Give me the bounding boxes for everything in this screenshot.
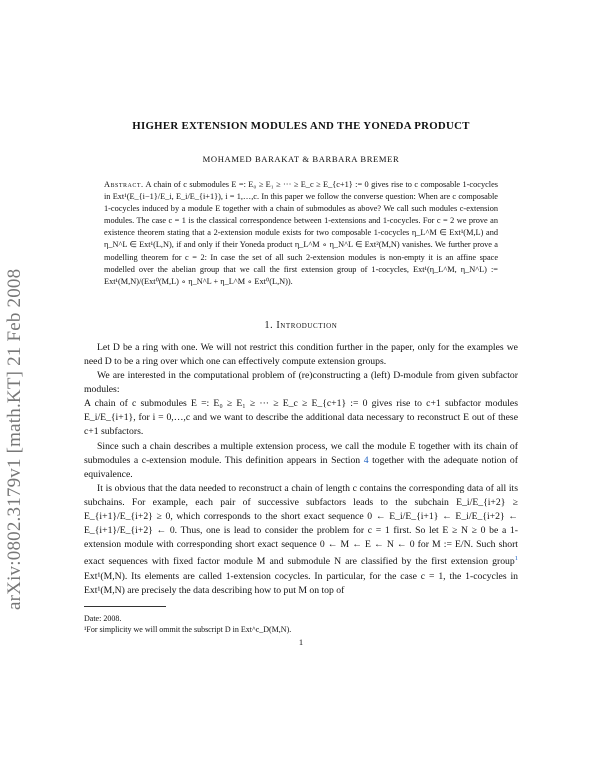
paragraph-text: Since such a chain describes a multiple extension process, we call the module E together with its chain of submodules a c-extension module. This definition appears in Section [84, 440, 518, 466]
paragraph: We are interested in the computational problem of (re)constructing a (left) D-module from given subfactor modules: [84, 370, 518, 396]
footnote-1: ¹For simplicity we will ommit the subscript D in Ext^c_D(M,N). [84, 624, 292, 634]
abstract-label: Abstract. [104, 180, 144, 189]
paragraph [84, 440, 518, 482]
page-number: 1 [298, 636, 304, 647]
arxiv-identifier: arXiv:0802.3179v1 [math.KT] 21 Feb 2008 [4, 268, 25, 610]
footnote-date: Date: 2008. [84, 613, 122, 623]
paper-page [84, 120, 518, 647]
section-heading: 1. Introduction [264, 319, 338, 331]
footnote-link[interactable]: 1 [514, 555, 518, 563]
paper-authors: MOHAMED BARAKAT & BARBARA BREMER [202, 154, 400, 164]
abstract-text: A chain of c submodules E =: E₀ ≥ E₁ ≥ ··· ≥ E_c ≥ E_{c+1} := 0 gives rise to c composable 1-cocycles in Ext¹(E_{i−1}/E_i, E_i/E_{i+1}), i = 1,…,c. In this paper we follow the converse question: When are c composable 1-cocycles induced by a module E together with a chain of submodules as above? We call such modules c-extension modules. The case c = 1 is the classical correspondence between 1-extensions and 1-cocycles. For c = 2 we prove an existence theorem stating that a 2-extension module exists for two composable 1-cocycles η_L^M ∈ Ext¹(M,L) and η_N^L ∈ Ext¹(L,N), if and only if their Yoneda product η_L^M ∘ η_N^L ∈ Ext²(M,N) vanishes. We further prove a modelling theorem for c = 2: In case the set of all such 2-extension modules is non-empty it is an affine space modelled over the abelian group that we call the first extension group of 1-cocycles, Ext¹(η_L^M, η_N^L) := Ext¹(M,N)/(Ext⁰(M,L) ∘ η_N^L + η_L^M ∘ Ext⁰(L,N)). [104, 180, 498, 286]
paragraph-text: It is obvious that the data needed to reconstruct a chain of length c contains the corresponding data of all its subchains. For example, each pair of successive subfactors leads to the subchain E_i/E_{i+2} ≥ E_{i+1}/E_{i+2} ≥ 0, which corresponds to the short exact sequence 0 ← E_i/E_{i+1} ← E_i/E_{i+2} ← E_{i+1}/E_{i+2} ← 0. Thus, one is lead to consider the problem for c = 1 first. So let E ≥ N ≥ 0 be a 1-extension module with corresponding short exact sequence 0 ← M ← E ← N ← 0 for M := E/N. Such short exact sequences with fixed factor module M and submodule N are classified by the first extension group [84, 482, 518, 568]
paragraph [84, 482, 518, 598]
abstract [104, 179, 498, 288]
footnote-divider [84, 606, 166, 607]
paper-title: HIGHER EXTENSION MODULES AND THE YONEDA PRODUCT [132, 120, 470, 132]
body-text [84, 341, 518, 598]
section-link[interactable]: 4 [363, 454, 369, 466]
paragraph: A chain of c submodules E =: E₀ ≥ E₁ ≥ ··· ≥ E_c ≥ E_{c+1} := 0 gives rise to c+1 subfactor modules E_i/E_{i+1}, for i = 0,…,c and we want to describe the additional data necessary to reconstruct E out of these c+1 subfactors. [84, 398, 518, 438]
paragraph-text: together with the adequate notion of equivalence. [84, 454, 518, 480]
arxiv-sidebar [4, 190, 44, 610]
paragraph-text: Ext¹(M,N). Its elements are called 1-extension cocycles. In particular, for the case c = 1, the 1-cocycles in Ext¹(M,N) are precisely the data describing how to put M on top of [84, 570, 518, 596]
paragraph: Let D be a ring with one. We will not restrict this condition further in the paper, only for the examples we need D to be a ring over which one can effectively compute extension groups. [84, 341, 518, 367]
